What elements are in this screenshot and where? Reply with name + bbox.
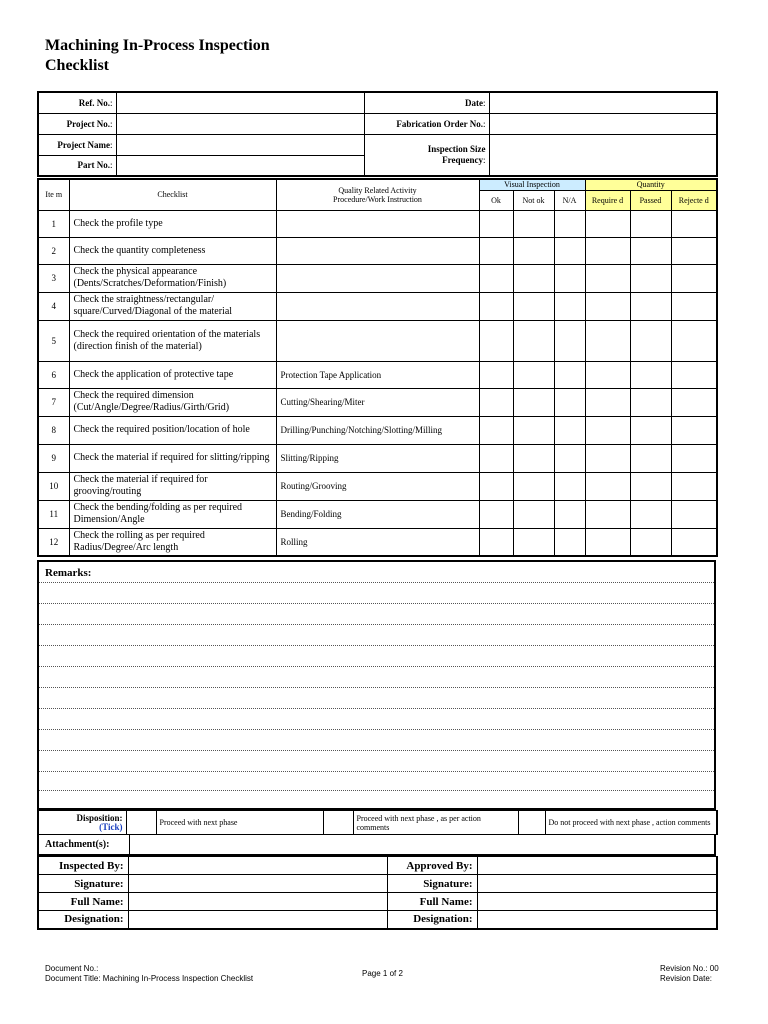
ok-cell[interactable]	[479, 237, 513, 264]
approver-designation-field[interactable]	[477, 911, 717, 929]
na-cell[interactable]	[554, 500, 585, 528]
col-checklist-header: Checklist	[69, 179, 276, 210]
activity-text	[276, 264, 479, 292]
check-text: Check the physical appearance (Dents/Scratches/Deformation/Finish)	[69, 264, 276, 292]
remarks-line	[39, 687, 714, 688]
na-cell[interactable]	[554, 237, 585, 264]
ok-cell[interactable]	[479, 292, 513, 320]
inspector-signature-field[interactable]	[128, 875, 387, 893]
ref-no-label: Ref. No.:	[38, 92, 116, 113]
remarks-line	[39, 582, 714, 583]
checklist-row	[38, 528, 717, 556]
ok-cell[interactable]	[479, 361, 513, 388]
col-na-header: N/A	[554, 190, 585, 210]
rejected-cell[interactable]	[671, 416, 717, 444]
checklist-row	[38, 237, 717, 264]
ok-cell[interactable]	[479, 444, 513, 472]
passed-cell[interactable]	[630, 320, 671, 361]
remarks-line	[39, 790, 714, 791]
not-ok-cell[interactable]	[513, 528, 554, 556]
quantity-header: Quantity	[585, 179, 717, 190]
inspector-designation-label: Designation:	[38, 911, 128, 929]
check-text: Check the bending/folding as per required Dimension/Angle	[69, 500, 276, 528]
remarks-line	[39, 645, 714, 646]
rejected-cell[interactable]	[671, 264, 717, 292]
check-text: Check the profile type	[69, 210, 276, 237]
required-cell[interactable]	[585, 416, 630, 444]
passed-cell[interactable]	[630, 472, 671, 500]
required-cell[interactable]	[585, 500, 630, 528]
na-cell[interactable]	[554, 528, 585, 556]
inspection-size-frequency-field[interactable]	[489, 134, 717, 176]
not-ok-cell[interactable]	[513, 500, 554, 528]
remarks-line	[39, 729, 714, 730]
signature-table	[37, 856, 718, 930]
required-cell[interactable]	[585, 444, 630, 472]
not-ok-cell[interactable]	[513, 361, 554, 388]
checklist-row	[38, 500, 717, 528]
passed-cell[interactable]	[630, 210, 671, 237]
activity-header-line-1: Quality Related Activity	[338, 185, 417, 195]
remarks-line	[39, 708, 714, 709]
not-ok-cell[interactable]	[513, 292, 554, 320]
approver-full-name-label: Full Name:	[387, 893, 477, 911]
activity-text	[276, 292, 479, 320]
project-name-field[interactable]	[116, 134, 364, 155]
ok-cell[interactable]	[479, 472, 513, 500]
activity-text: Slitting/Ripping	[276, 444, 479, 472]
na-cell[interactable]	[554, 320, 585, 361]
na-cell[interactable]	[554, 416, 585, 444]
checklist-row	[38, 264, 717, 292]
activity-text: Cutting/Shearing/Miter	[276, 388, 479, 416]
part-no-field[interactable]	[116, 155, 364, 176]
check-text: Check the straightness/rectangular/ square/Curved/Diagonal of the material	[69, 292, 276, 320]
revision-no: Revision No.: 00	[660, 964, 719, 973]
approver-signature-field[interactable]	[477, 875, 717, 893]
item-number: 10	[38, 472, 69, 500]
passed-cell[interactable]	[630, 528, 671, 556]
col-required-header: Require d	[585, 190, 630, 210]
remarks-label: Remarks:	[45, 567, 92, 579]
disposition-option-2: Proceed with next phase , as per action comments	[353, 811, 518, 835]
approver-designation-label: Designation:	[387, 911, 477, 929]
activity-text: Bending/Folding	[276, 500, 479, 528]
required-cell[interactable]	[585, 237, 630, 264]
check-text: Check the material if required for slitting/ripping	[69, 444, 276, 472]
rejected-cell[interactable]	[671, 320, 717, 361]
col-rejected-header: Rejecte d	[671, 190, 717, 210]
passed-cell[interactable]	[630, 264, 671, 292]
check-text: Check the rolling as per required Radius/Degree/Arc length	[69, 528, 276, 556]
inspector-designation-field[interactable]	[128, 911, 387, 929]
passed-cell[interactable]	[630, 237, 671, 264]
required-cell[interactable]	[585, 264, 630, 292]
document-no: Document No.:	[45, 964, 99, 973]
remarks-line	[39, 750, 714, 751]
rejected-cell[interactable]	[671, 528, 717, 556]
checklist-row	[38, 210, 717, 237]
check-text: Check the required orientation of the materials (direction finish of the material)	[69, 320, 276, 361]
na-cell[interactable]	[554, 264, 585, 292]
attachments-row	[37, 834, 716, 856]
col-passed-header: Passed	[630, 190, 671, 210]
document-title: Document Title: Machining In-Process Inspection Checklist	[45, 974, 254, 983]
passed-cell[interactable]	[630, 361, 671, 388]
required-cell[interactable]	[585, 388, 630, 416]
disposition-checkbox-2[interactable]	[323, 811, 353, 835]
remarks-line	[39, 666, 714, 667]
page-number: Page 1 of 2	[362, 969, 403, 978]
activity-text	[276, 320, 479, 361]
revision-date: Revision Date:	[660, 974, 713, 983]
ok-cell[interactable]	[479, 388, 513, 416]
inspected-by-field[interactable]	[128, 857, 387, 875]
col-item-header: Ite m	[38, 179, 69, 210]
inspected-by-label: Inspected By:	[38, 857, 128, 875]
required-cell[interactable]	[585, 472, 630, 500]
required-cell[interactable]	[585, 361, 630, 388]
checklist-row	[38, 444, 717, 472]
remarks-line	[39, 771, 714, 772]
passed-cell[interactable]	[630, 444, 671, 472]
na-cell[interactable]	[554, 361, 585, 388]
check-text: Check the required dimension (Cut/Angle/Degree/Radius/Girth/Grid)	[69, 388, 276, 416]
activity-text: Routing/Grooving	[276, 472, 479, 500]
na-cell[interactable]	[554, 292, 585, 320]
checklist-row	[38, 388, 717, 416]
check-text: Check the required position/location of hole	[69, 416, 276, 444]
inspection-size-label: Inspection Size	[427, 143, 486, 154]
not-ok-cell[interactable]	[513, 210, 554, 237]
disposition-option-1: Proceed with next phase	[156, 811, 323, 835]
ok-cell[interactable]	[479, 264, 513, 292]
activity-text: Drilling/Punching/Notching/Slotting/Milling	[276, 416, 479, 444]
frequency-label: Frequency	[442, 154, 483, 165]
rejected-cell[interactable]	[671, 388, 717, 416]
checklist-row	[38, 320, 717, 361]
check-text: Check the application of protective tape	[69, 361, 276, 388]
not-ok-cell[interactable]	[513, 388, 554, 416]
na-cell[interactable]	[554, 210, 585, 237]
tick-hint: (Tick)	[99, 821, 123, 832]
project-name-label: Project Name:	[38, 134, 116, 155]
check-text: Check the quantity completeness	[69, 237, 276, 264]
footer-right	[660, 964, 719, 984]
rejected-cell[interactable]	[671, 472, 717, 500]
checklist-row	[38, 416, 717, 444]
date-field[interactable]	[489, 92, 717, 113]
passed-cell[interactable]	[630, 416, 671, 444]
item-number: 3	[38, 264, 69, 292]
disposition-label-text: Disposition:	[76, 812, 123, 823]
col-activity-header	[276, 179, 479, 210]
activity-header-line-2: Procedure/Work Instruction	[333, 194, 422, 204]
item-number: 11	[38, 500, 69, 528]
ok-cell[interactable]	[479, 416, 513, 444]
activity-text: Protection Tape Application	[276, 361, 479, 388]
date-label: Date:	[364, 92, 489, 113]
not-ok-cell[interactable]	[513, 444, 554, 472]
inspector-signature-label: Signature:	[38, 875, 128, 893]
approved-by-label: Approved By:	[387, 857, 477, 875]
ok-cell[interactable]	[479, 528, 513, 556]
disposition-label	[38, 811, 126, 835]
col-ok-header: Ok	[479, 190, 513, 210]
passed-cell[interactable]	[630, 292, 671, 320]
required-cell[interactable]	[585, 320, 630, 361]
title-line-2: Checklist	[45, 57, 109, 74]
checklist-table	[37, 178, 718, 557]
checklist-row	[38, 361, 717, 388]
rejected-cell[interactable]	[671, 444, 717, 472]
remarks-line	[39, 624, 714, 625]
item-number: 7	[38, 388, 69, 416]
project-no-label: Project No.:	[38, 113, 116, 134]
item-number: 5	[38, 320, 69, 361]
fabrication-order-no-field[interactable]	[489, 113, 717, 134]
activity-text: Rolling	[276, 528, 479, 556]
required-cell[interactable]	[585, 292, 630, 320]
na-cell[interactable]	[554, 472, 585, 500]
remarks-section[interactable]	[37, 560, 716, 810]
item-number: 8	[38, 416, 69, 444]
passed-cell[interactable]	[630, 500, 671, 528]
na-cell[interactable]	[554, 388, 585, 416]
approver-signature-label: Signature:	[387, 875, 477, 893]
required-cell[interactable]	[585, 528, 630, 556]
fabrication-order-no-label: Fabrication Order No.:	[364, 113, 489, 134]
title-line-1: Machining In-Process Inspection	[45, 37, 270, 54]
check-text: Check the material if required for grooving/routing	[69, 472, 276, 500]
col-not-ok-header: Not ok	[513, 190, 554, 210]
project-no-field[interactable]	[116, 113, 364, 134]
ok-cell[interactable]	[479, 210, 513, 237]
inspection-size-frequency-label: Inspection Size Frequency:	[364, 134, 489, 176]
rejected-cell[interactable]	[671, 292, 717, 320]
disposition-checkbox-3[interactable]	[518, 811, 545, 835]
approver-full-name-field[interactable]	[477, 893, 717, 911]
approved-by-field[interactable]	[477, 857, 717, 875]
not-ok-cell[interactable]	[513, 320, 554, 361]
visual-inspection-header: Visual Inspection	[479, 179, 585, 190]
activity-text	[276, 237, 479, 264]
disposition-checkbox-1[interactable]	[126, 811, 156, 835]
item-number: 6	[38, 361, 69, 388]
item-number: 9	[38, 444, 69, 472]
rejected-cell[interactable]	[671, 237, 717, 264]
footer-left	[45, 964, 253, 984]
checklist-row	[38, 292, 717, 320]
rejected-cell[interactable]	[671, 361, 717, 388]
item-number: 4	[38, 292, 69, 320]
rejected-cell[interactable]	[671, 210, 717, 237]
item-number: 2	[38, 237, 69, 264]
item-number: 1	[38, 210, 69, 237]
not-ok-cell[interactable]	[513, 416, 554, 444]
ok-cell[interactable]	[479, 320, 513, 361]
part-no-label: Part No.:	[38, 155, 116, 176]
not-ok-cell[interactable]	[513, 264, 554, 292]
ok-cell[interactable]	[479, 500, 513, 528]
remarks-line	[39, 603, 714, 604]
not-ok-cell[interactable]	[513, 237, 554, 264]
inspector-full-name-field[interactable]	[128, 893, 387, 911]
checklist-row	[38, 472, 717, 500]
required-cell[interactable]	[585, 210, 630, 237]
inspector-full-name-label: Full Name:	[38, 893, 128, 911]
attachments-label: Attachment(s):	[45, 839, 110, 850]
na-cell[interactable]	[554, 444, 585, 472]
ref-no-field[interactable]	[116, 92, 364, 113]
rejected-cell[interactable]	[671, 500, 717, 528]
not-ok-cell[interactable]	[513, 472, 554, 500]
activity-text	[276, 210, 479, 237]
header-info-table	[37, 91, 718, 177]
disposition-option-3: Do not proceed with next phase , action comments	[545, 811, 717, 835]
passed-cell[interactable]	[630, 388, 671, 416]
item-number: 12	[38, 528, 69, 556]
disposition-table	[37, 810, 718, 835]
attachments-divider	[129, 835, 130, 854]
page-title	[45, 36, 270, 76]
